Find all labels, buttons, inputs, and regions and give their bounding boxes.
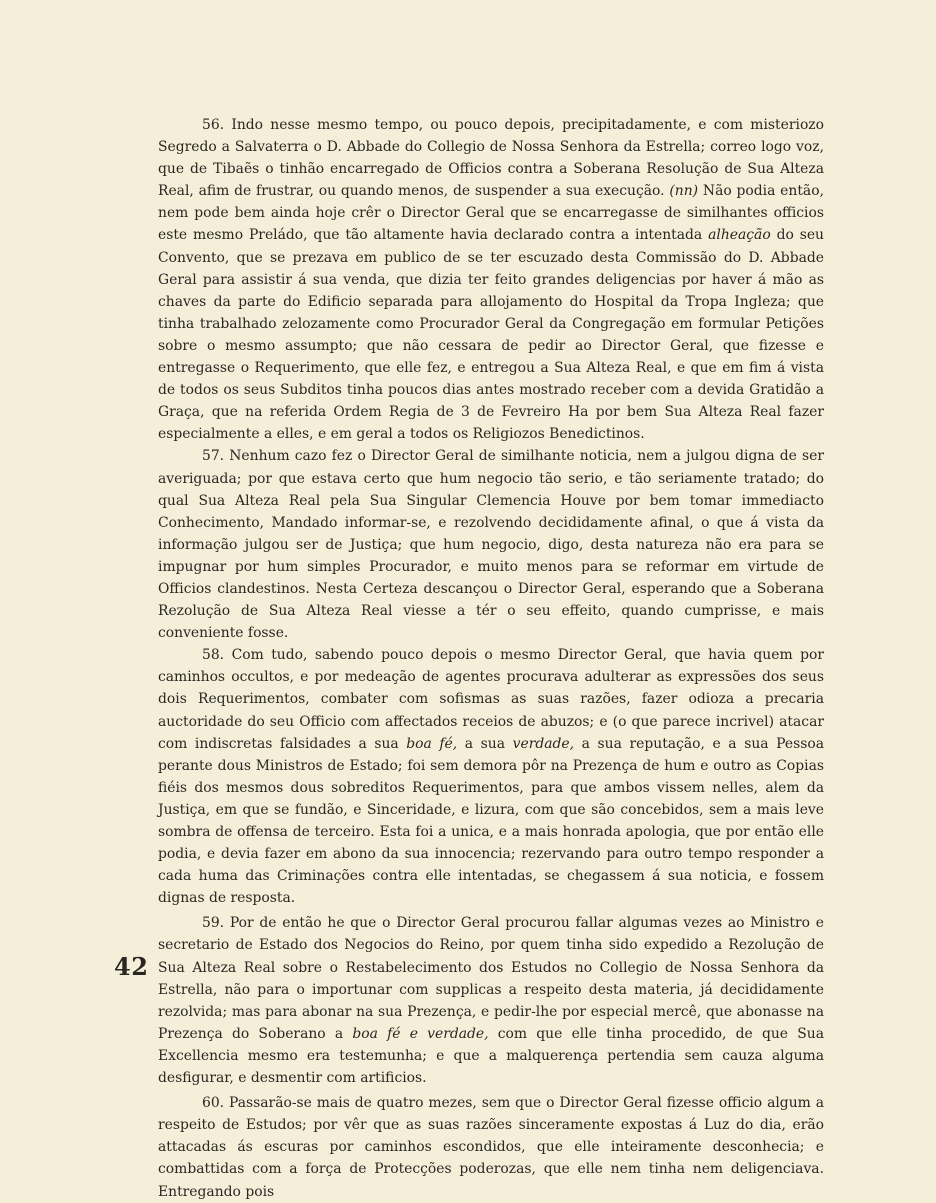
paragraph-56 (158, 114, 824, 445)
paragraph-number: 58. (202, 647, 225, 664)
paragraph-text: a sua (457, 735, 513, 752)
paragraph-60 (158, 1092, 824, 1202)
paragraph-57 (158, 445, 824, 644)
paragraph-58 (158, 644, 824, 909)
paragraph-59 (158, 912, 824, 1089)
paragraph-text: Passarão-se mais de quatro mezes, sem que o Director Geral fizesse officio algum a respeito de Estudos; por vêr que as suas razões sinceramente expostas á Luz do dia, erão attacadas ás escuras por caminhos escondidos, que elle inteiramente desconhecia; e combattidas com a força de Protecções poderozas, que elle nem tinha nem deligenciava. Entregando pois (158, 1095, 824, 1200)
text-column (158, 114, 824, 1203)
paragraph-text: a sua reputação, e a sua Pessoa perante dous Ministros de Estado; foi sem demora pôr na Prezença de hum e outro as Copias fiéis dos mesmos dous sobreditos Requerimentos, para que ambos vissem nelles, alem da Justiça, em que se fundão, e Sinceridade, e lizura, com que são concebidos, sem a mais leve sombra de offensa de terceiro. Esta foi a unica, e a mais honrada apologia, que por então elle podia, e devia fazer em abono da sua innocencia; rezervando para outro tempo responder a cada huma das Criminações contra elle intentadas, se chegassem á sua noticia, e fossem dignas de resposta. (158, 735, 824, 907)
paragraph-text: Não podia então, nem pode bem ainda hoje crêr o Director Geral que se encarregasse de similhantes officios este mesmo Preládo, que tão altamente havia declarado contra a intentada (158, 183, 824, 244)
italic-phrase: verdade, (512, 735, 575, 752)
page-number: 42 (114, 952, 149, 981)
paragraph-text: Por de então he que o Director Geral procurou fallar algumas vezes ao Ministro e secretario de Estado dos Negocios do Reino, por quem tinha sido expedido a Rezolução de Sua Alteza Real sobre o Restabelecimento dos Estudos no Collegio de Nossa Senhora da Estrella, não para o importunar com supplicas a respeito desta materia, já decididamente rezolvida; mas para abonar na sua Prezença, e pedir-lhe por especial mercê, que abonasse na Prezença do Soberano a (158, 915, 824, 1042)
paragraph-text: Indo nesse mesmo tempo, ou pouco depois, precipitadamente, e com misteriozo Segredo a Salvaterra o D. Abbade do Collegio de Nossa Senhora da Estrella; correo logo voz, que de Tibaẽs o tinhão encarregado de Officios contra a Soberana Resolução de Sua Alteza Real, afim de frustrar, ou quando menos, de suspender a sua execução. (158, 117, 824, 200)
paragraph-number: 57. (202, 448, 225, 465)
paragraph-text: Com tudo, sabendo pouco depois o mesmo Director Geral, que havia quem por caminhos occultos, e por medeação de agentes procurava adulterar as expressões dos seus dois Requerimentos, combater com sofismas as suas razões, fazer odioza a precaria auctoridade do seu Officio com affectados receios de abuzos; e (o que parece incrivel) atacar com indiscretas falsidades a sua (158, 647, 824, 752)
paragraph-number: 60. (202, 1095, 225, 1112)
paragraph-text: com que elle tinha procedido, de que Sua Excellencia mesmo era testemunha; e que a malquerença pertendia sem cauza alguma desfigurar, e desmentir com artificios. (158, 1025, 824, 1087)
paragraph-text: Nenhum cazo fez o Director Geral de similhante noticia, nem a julgou digna de ser averiguada; por que estava certo que hum negocio tão serio, e tão seriamente tratado; do qual Sua Alteza Real pela Sua Singular Clemencia Houve por bem tomar immediacto Conhecimento, Mandado informar-se, e rezolvendo decididamente afinal, o que á vista da informação julgou ser de Justiça; que hum negocio, digo, desta natureza não era para se impugnar por hum simples Procurador, e muito menos para se reformar em virtude de Officios clandestinos. Nesta Certeza descançou o Director Geral, esperando que a Soberana Rezolução de Sua Alteza Real viesse a tér o seu effeito, quando cumprisse, e mais conveniente fosse. (158, 448, 824, 642)
paragraph-text: do seu Convento, que se prezava em publico de se ter escuzado desta Commissão do D. Abbade Geral para assistir á sua venda, que dizia ter feito grandes deligencias por haver á mão as chaves da parte do Edificio separada para allojamento do Hospital da Tropa Ingleza; que tinha trabalhado zelozamente como Procurador Geral da Congregação em formular Petições sobre o mesmo assumpto; que não cessara de pedir ao Director Geral, que fizesse e entregasse o Requerimento, que elle fez, e entregou a Sua Alteza Real, e que em fim á vista de todos os seus Subditos tinha poucos dias antes mostrado receber com a devida Gratidão a Graça, que na referida Ordem Regia de 3 de Fevreiro Ha por bem Sua Alteza Real fazer especialmente a elles, e em geral a todos os Religiozos Benedictinos. (158, 227, 825, 443)
italic-phrase: boa fé, (406, 735, 458, 752)
italic-phrase: (nn) (669, 183, 699, 200)
paragraph-number: 59. (202, 915, 225, 932)
paragraph-number: 56. (202, 117, 225, 133)
italic-phrase: boa fé e verdade, (352, 1025, 489, 1042)
italic-phrase: alheação (708, 227, 771, 244)
